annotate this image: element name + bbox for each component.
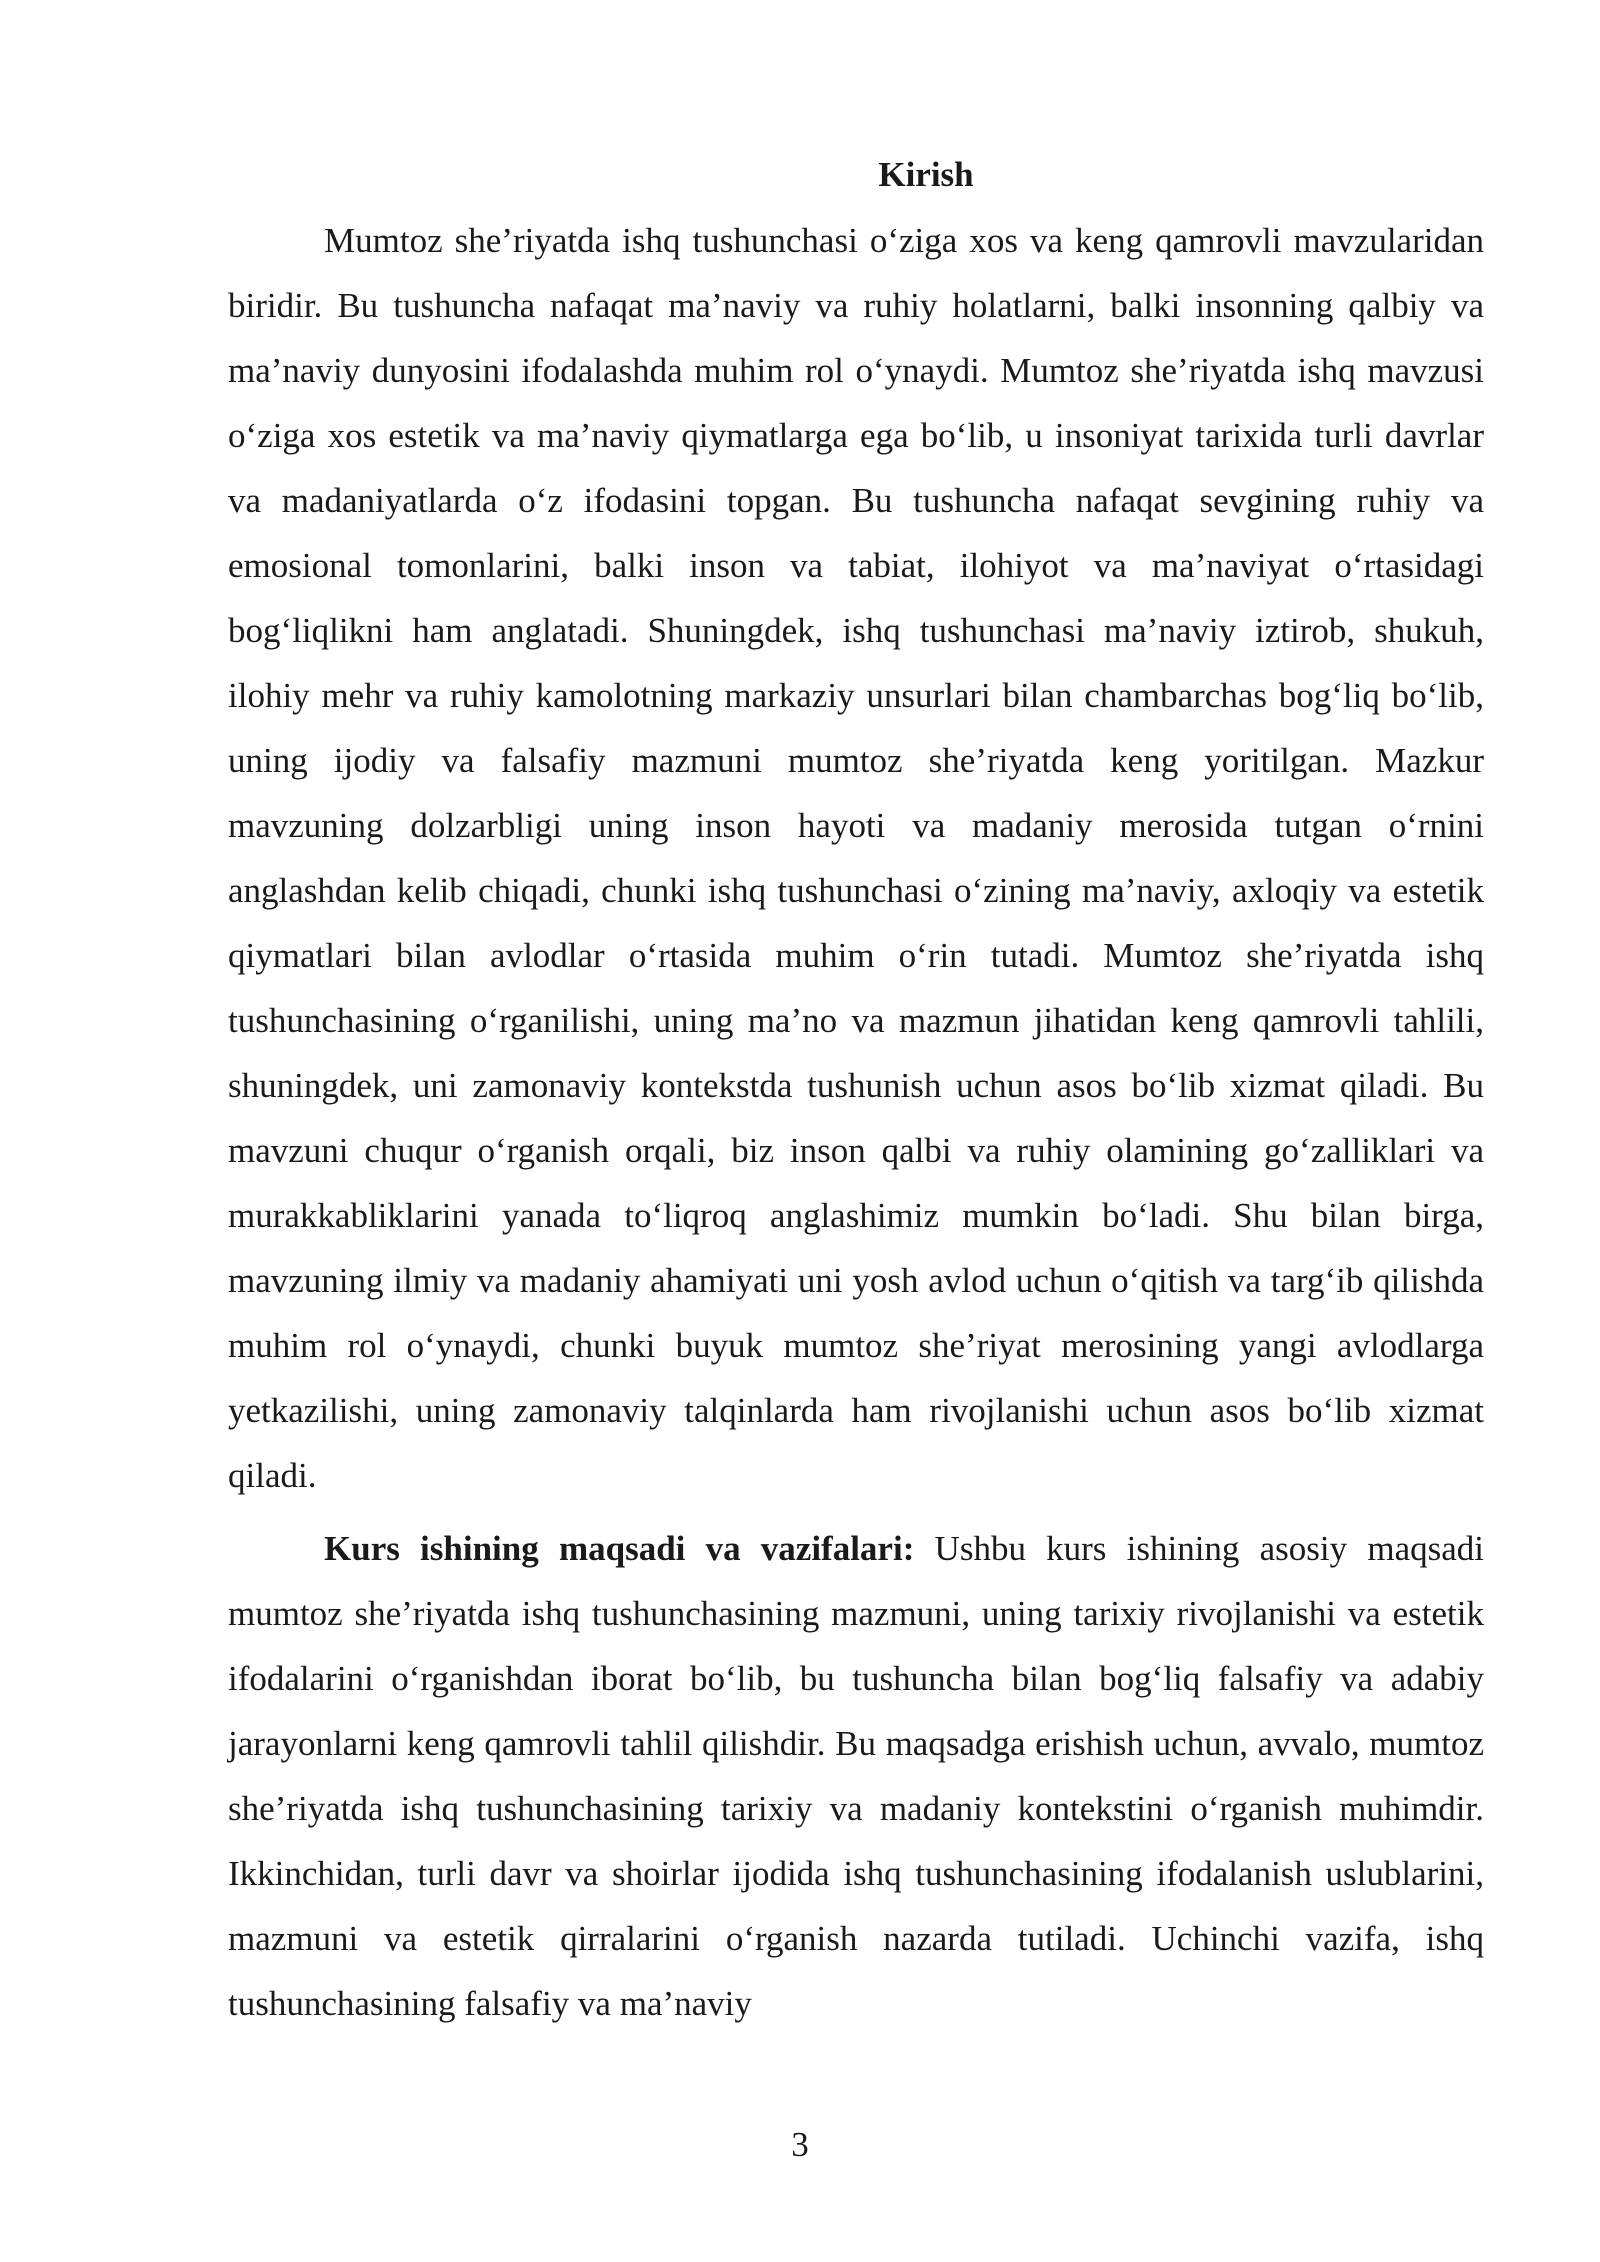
section-heading: Kirish	[878, 155, 974, 194]
page-content	[228, 148, 1484, 2036]
page-number: 3	[791, 2125, 809, 2164]
paragraph-lead: Kurs ishining maqsadi va vazifalari:	[324, 1529, 915, 1568]
goals-paragraph	[228, 1516, 1484, 2036]
paragraph-text: Ushbu kurs ishining asosiy maqsadi mumtoz she’riyatda ishq tushunchasining mazmuni, uning tarixiy rivojlanishi va estetik ifodalarini o‘rganishdan iborat bo‘lib, bu tushuncha bilan bog‘liq falsafiy va adabiy jarayonlarni keng qamrovli tahlil qilishdir. Bu maqsadga erishish uchun, avvalo, mumtoz she’riyatda ishq tushunchasining tarixiy va madaniy kontekstini o‘rganish muhimdir. Ikkinchidan, turli davr va shoirlar ijodida ishq tushunchasining ifodalanish uslublarini, mazmuni va estetik qirralarini o‘rganish nazarda tutiladi. Uchinchi vazifa, ishq tushunchasining falsafiy va ma’naviy	[228, 1529, 1484, 2023]
paragraph-text: Mumtoz she’riyatda ishq tushunchasi o‘ziga xos va keng qamrovli mavzularidan biridir. Bu tushuncha nafaqat ma’naviy va ruhiy holatlarni, balki insonning qalbiy va ma’naviy dunyosini ifodalashda muhim rol o‘ynaydi. Mumtoz she’riyatda ishq mavzusi o‘ziga xos estetik va ma’naviy qiymatlarga ega bo‘lib, u insoniyat tarixida turli davrlar va madaniyatlarda o‘z ifodasini topgan. Bu tushuncha nafaqat sevgining ruhiy va emosional tomonlarini, balki inson va tabiat, ilohiyot va ma’naviyat o‘rtasidagi bog‘liqlikni ham anglatadi. Shuningdek, ishq tushunchasi ma’naviy iztirob, shukuh, ilohiy mehr va ruhiy kamolotning markaziy unsurlari bilan chambarchas bog‘liq bo‘lib, uning ijodiy va falsafiy mazmuni mumtoz she’riyatda keng yoritilgan. Mazkur mavzuning dolzarbligi uning inson hayoti va madaniy merosida tutgan o‘rnini anglashdan kelib chiqadi, chunki ishq tushunchasi o‘zining ma’naviy, axloqiy va estetik qiymatlari bilan avlodlar o‘rtasida muhim o‘rin tutadi. Mumtoz she’riyatda ishq tushunchasining o‘rganilishi, uning ma’no va mazmun jihatidan keng qamrovli tahlili, shuningdek, uni zamonaviy kontekstda tushunish uchun asos bo‘lib xizmat qiladi. Bu mavzuni chuqur o‘rganish orqali, biz inson qalbi va ruhiy olamining go‘zalliklari va murakkabliklarini yanada to‘liqroq anglashimiz mumkin bo‘ladi. Shu bilan birga, mavzuning ilmiy va madaniy ahamiyati uni yosh avlod uchun o‘qitish va targ‘ib qilishda muhim rol o‘ynaydi, chunki buyuk mumtoz she’riyat merosining yangi avlodlarga yetkazilishi, uning zamonaviy talqinlarda ham rivojlanishi uchun asos bo‘lib xizmat qiladi.	[228, 221, 1484, 1495]
intro-paragraph	[228, 208, 1484, 1508]
